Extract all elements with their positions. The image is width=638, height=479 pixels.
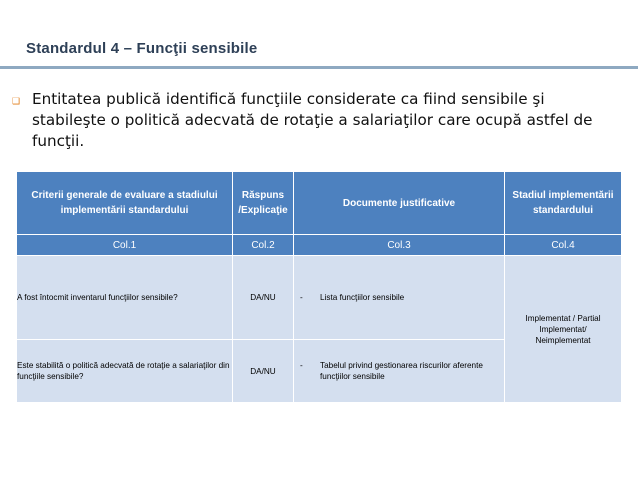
- slide-title: Standardul 4 – Funcţii sensibile: [26, 40, 258, 57]
- col-number-3: Col.3: [294, 235, 505, 256]
- table-row: [17, 256, 622, 340]
- document-text: Tabelul privind gestionarea riscurilor aferente funcţiilor sensibile: [320, 361, 483, 381]
- criterion-cell: Este stabilită o politică adecvată de rotaţie a salariaţilor din funcţiile sensibile?: [17, 340, 233, 403]
- document-dash: -: [300, 293, 303, 302]
- header-answer: Răspuns /Explicaţie: [233, 172, 294, 235]
- col-number-1: Col.1: [17, 235, 233, 256]
- column-number-row: [17, 235, 622, 256]
- header-status: Stadiul implementării standardului: [505, 172, 622, 235]
- document-dash: -: [300, 361, 303, 370]
- status-cell: [505, 256, 622, 403]
- criterion-cell: A fost întocmit inventarul funcţiilor sensibile?: [17, 256, 233, 340]
- document-cell: [294, 256, 505, 340]
- status-text: Implementat / Partial Implementat/ Neimplementat: [525, 313, 601, 345]
- criteria-table: [16, 171, 622, 403]
- title-divider: [0, 66, 638, 69]
- col-number-2: Col.2: [233, 235, 294, 256]
- intro-paragraph: Entitatea publică identifică funcţiile considerate ca fiind sensibile şi stabileşte o politică adecvată de rotaţie a salariaţilor care ocupă astfel de funcţii.: [32, 90, 593, 150]
- document-cell: [294, 340, 505, 403]
- answer-cell: DA/NU: [233, 340, 294, 403]
- header-documents: Documente justificative: [294, 172, 505, 235]
- document-text: Lista funcţiilor sensibile: [320, 293, 405, 302]
- square-bullet-icon: ❑: [12, 96, 21, 106]
- table-header-row: [17, 172, 622, 235]
- answer-cell: DA/NU: [233, 256, 294, 340]
- header-criteria: Criterii generale de evaluare a stadiului implementării standardului: [17, 172, 233, 235]
- col-number-4: Col.4: [505, 235, 622, 256]
